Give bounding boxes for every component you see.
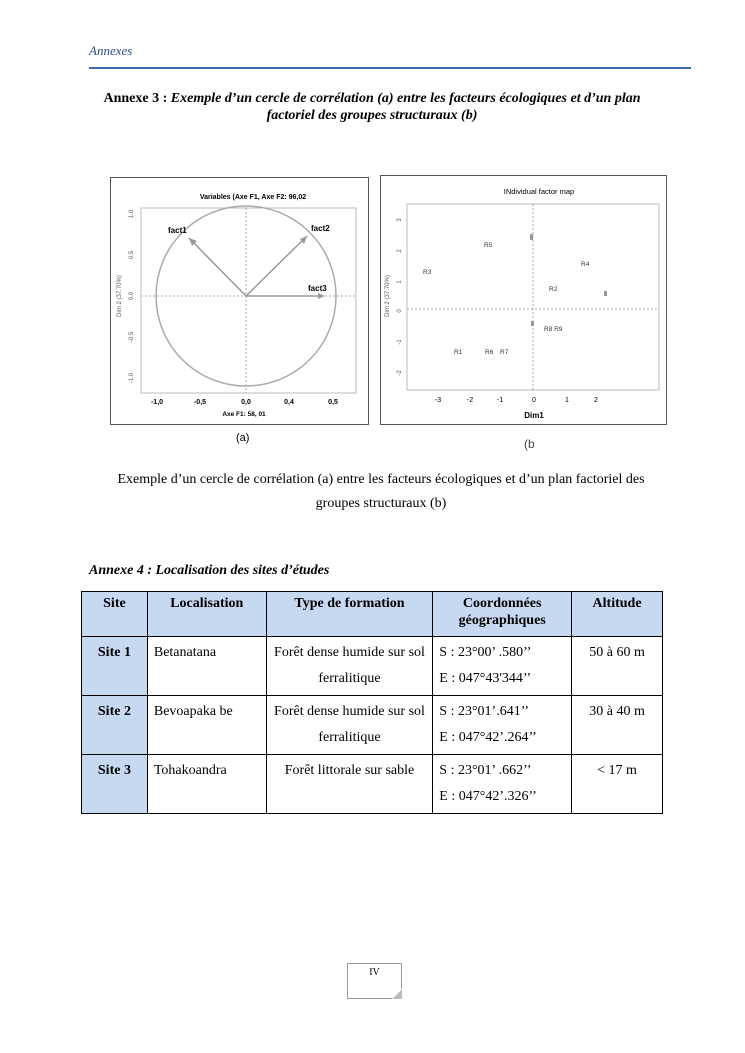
figure-b-panel-label: (b: [524, 437, 535, 451]
cell-site: Site 2: [82, 696, 148, 755]
figure-b-ytick: 3: [397, 218, 403, 222]
figure-a-ytick: 1.0: [129, 209, 135, 219]
cell-altitude: < 17 m: [572, 755, 663, 814]
figure-b-point-label: R7: [500, 349, 509, 356]
figure-b-xlabel: Dim1: [524, 411, 544, 420]
figure-b-xtick: 0: [532, 397, 536, 404]
table-row: [82, 755, 663, 814]
figure-b-ylabel: Dim 2 (37.70%): [385, 275, 391, 317]
figure-b-point-label: R4: [581, 261, 590, 268]
figure-b-point-label: R3: [423, 269, 432, 276]
cell-altitude: 50 à 60 m: [572, 637, 663, 696]
figure-b-point-label: R5: [484, 242, 493, 249]
figure-a-xlabel: Axe F1: 58, 01: [222, 411, 266, 418]
figure-b-xtick: 2: [594, 397, 598, 404]
sites-table: [81, 591, 663, 814]
figure-caption: Exemple d’un cercle de corrélation (a) entre les facteurs écologiques et d’un plan factoriel des groupes structuraux (b): [117, 472, 645, 511]
running-title: Annexes: [89, 43, 133, 58]
page-number: IV: [369, 967, 380, 978]
figure-b-xtick: -3: [434, 397, 442, 404]
figure-a-ytick: 0.0: [129, 291, 135, 301]
figure-a-ylabel: Dim 2 (37.70%): [117, 275, 123, 317]
cell-formation: Forêt dense humide sur sol ferralitique: [266, 637, 433, 696]
column-header-localisation: Localisation: [147, 592, 266, 637]
cell-altitude: 30 à 40 m: [572, 696, 663, 755]
figure-a-ytick: 0.5: [129, 250, 135, 260]
figure-a-panel-label: (a): [236, 432, 250, 444]
figure-b-individual-map: [380, 175, 667, 425]
figure-b-ytick: 1: [397, 280, 403, 284]
figure-a-title: Variables (Axe F1, Axe F2: 96,02: [199, 194, 307, 201]
figure-a-correlation-circle: [110, 177, 369, 425]
cell-coordinates: [433, 637, 572, 696]
cell-localisation: Betanatana: [147, 637, 266, 696]
figure-b-point-marker: [604, 291, 607, 296]
cell-coordinates: [433, 696, 572, 755]
figure-b-ytick: -1: [397, 339, 403, 345]
figure-a-label-fact1: fact1: [168, 226, 187, 235]
column-header-formation: Type de formation: [266, 592, 433, 637]
coord-east: E : 047°43'344’’: [439, 671, 532, 686]
column-header-altitude: Altitude: [572, 592, 663, 637]
figure-a-xtick: -1,0: [150, 399, 164, 406]
figure-a-vector-fact1: [189, 238, 246, 296]
figure-a-vector-fact2: [246, 236, 307, 296]
header-rule: [89, 67, 691, 69]
cell-formation: Forêt littorale sur sable: [266, 755, 433, 814]
figure-b-point-label: R2: [549, 286, 558, 293]
coord-south: S : 23°01’ .662’’: [439, 763, 532, 778]
table-row: [82, 637, 663, 696]
coord-east: E : 047°42’.326’’: [439, 789, 537, 804]
figure-b-point-label: R6: [485, 349, 494, 356]
cell-site: Site 1: [82, 637, 148, 696]
cell-formation: Forêt dense humide sur sol ferralitique: [266, 696, 433, 755]
annex3-title-text: Exemple d’un cercle de corrélation (a) entre les facteurs écologiques et d’un plan factoriel des groupes structuraux (b): [170, 91, 641, 123]
annex3-title-label: Annexe 3 :: [103, 91, 171, 106]
figure-a-plot-frame: [141, 208, 356, 393]
table-row: [82, 696, 663, 755]
figure-a-xtick: -0,5: [193, 399, 207, 406]
figure-b-point-label: R8 R9: [544, 326, 563, 333]
figure-b-point-label: R1: [454, 349, 463, 356]
cell-localisation: Bevoapaka be: [147, 696, 266, 755]
figure-a-label-fact2: fact2: [311, 224, 330, 233]
annex4-title: Annexe 4 : Localisation des sites d’études: [89, 563, 330, 578]
figure-a-xtick: 0,4: [284, 399, 294, 406]
coord-south: S : 23°00’ .580’’: [439, 645, 532, 660]
figure-a-arrowhead-fact3: [318, 293, 325, 299]
figure-b-ytick: 0: [397, 309, 403, 313]
figure-b-ytick: -2: [397, 370, 403, 376]
figure-a-ytick: -0.5: [129, 331, 135, 343]
figure-a-label-fact3: fact3: [308, 284, 327, 293]
figure-b-title: INdividual factor map: [503, 187, 575, 196]
cell-coordinates: [433, 755, 572, 814]
column-header-coordinates: Coordonnées géographiques: [433, 592, 572, 637]
figure-b-xtick: 1: [565, 397, 569, 404]
figure-b-xtick: -1: [496, 397, 504, 404]
cell-localisation: Tohakoandra: [147, 755, 266, 814]
column-header-site: Site: [82, 592, 148, 637]
annex3-title: [92, 90, 652, 124]
figure-b-xtick: -2: [466, 397, 474, 404]
cell-site: Site 3: [82, 755, 148, 814]
figure-b-point-marker: [531, 321, 534, 326]
figure-b-point-marker: [530, 234, 533, 240]
figure-a-xtick: 0,5: [328, 399, 338, 406]
figure-a-xtick: 0,0: [241, 399, 251, 406]
figure-a-ytick: -1.0: [129, 372, 135, 384]
coord-south: S : 23°01’.641’’: [439, 704, 530, 719]
table-header-row: [82, 592, 663, 637]
coord-east: E : 047°42’.264’’: [439, 730, 537, 745]
page-number-box: [347, 963, 402, 999]
page-corner-fold: [392, 989, 402, 999]
figure-b-ytick: 2: [397, 249, 403, 253]
